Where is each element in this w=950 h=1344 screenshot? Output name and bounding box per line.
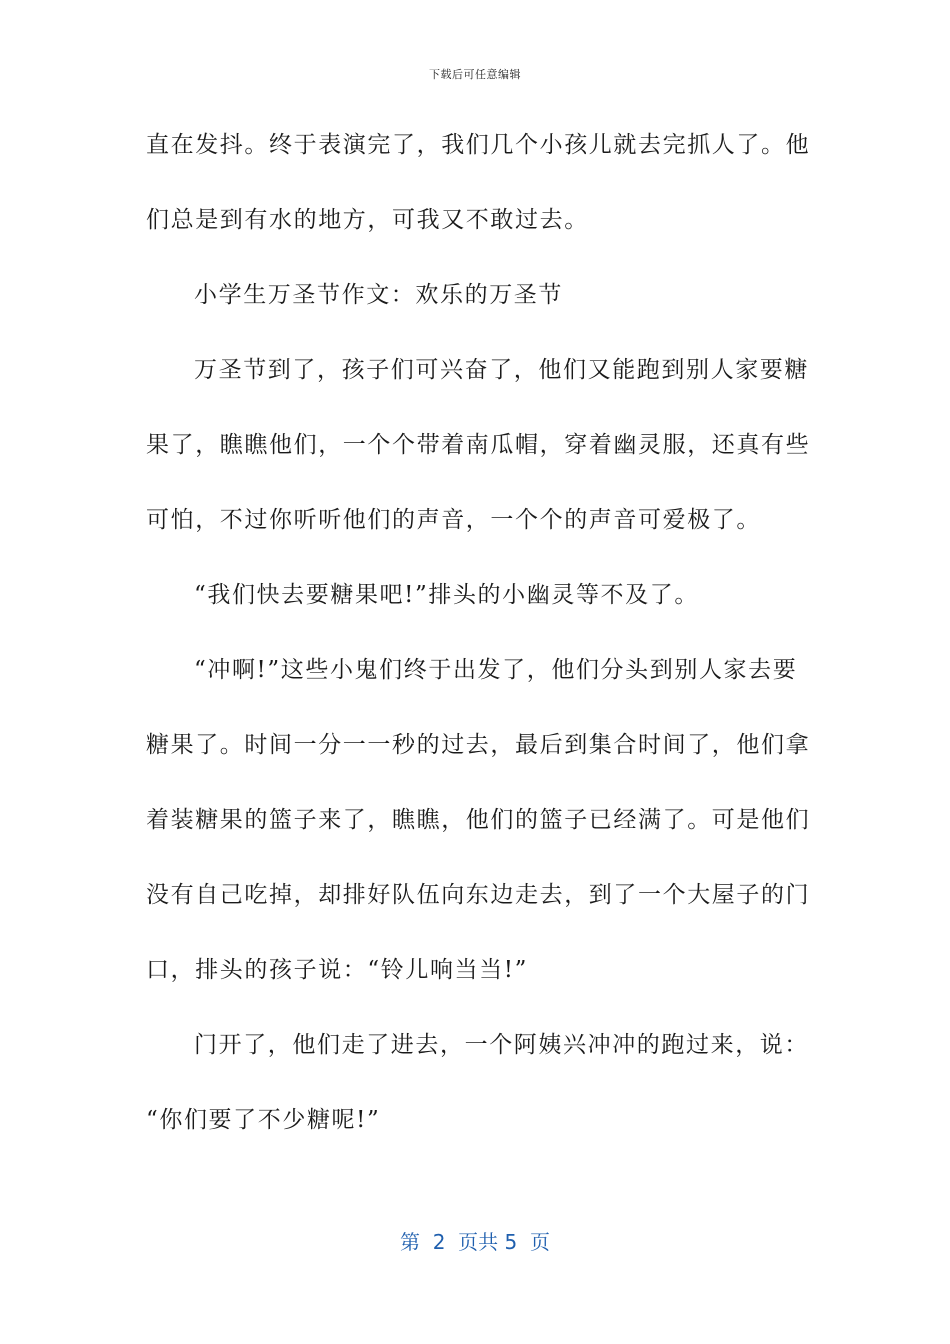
text-line: 可怕，不过你听听他们的声音，一个个的声音可爱极了。 (146, 507, 761, 533)
text-line: 直在发抖。终于表演完了，我们几个小孩儿就去完抓人了。他 (146, 132, 811, 158)
text-line: 没有自己吃掉，却排好队伍向东边走去，到了一个大屋子的门 (146, 882, 811, 908)
text-line: “我们快去要糖果吧!”排头的小幽灵等不及了。 (194, 582, 699, 608)
page-header: 下载后可任意编辑 (429, 68, 521, 81)
text-line: 口，排头的孩子说：“铃儿响当当!” (146, 957, 528, 983)
text-line: 糖果了。时间一分一一秒的过去，最后到集合时间了，他们拿 (146, 732, 811, 758)
page-footer: 第 2 页共 5 页 (400, 1230, 550, 1254)
text-line: “冲啊!”这些小鬼们终于出发了，他们分头到别人家去要 (194, 657, 798, 683)
text-line: 着装糖果的篮子来了，瞧瞧，他们的篮子已经满了。可是他们 (146, 807, 811, 833)
text-line: 果了，瞧瞧他们，一个个带着南瓜帽，穿着幽灵服，还真有些 (146, 432, 811, 458)
text-line: 门开了，他们走了进去，一个阿姨兴冲冲的跑过来，说： (194, 1032, 809, 1058)
section-title: 小学生万圣节作文：欢乐的万圣节 (194, 282, 563, 308)
text-line: “你们要了不少糖呢!” (146, 1107, 381, 1133)
text-line: 们总是到有水的地方，可我又不敢过去。 (146, 207, 589, 233)
text-line: 万圣节到了，孩子们可兴奋了，他们又能跑到别人家要糖 (194, 357, 809, 383)
